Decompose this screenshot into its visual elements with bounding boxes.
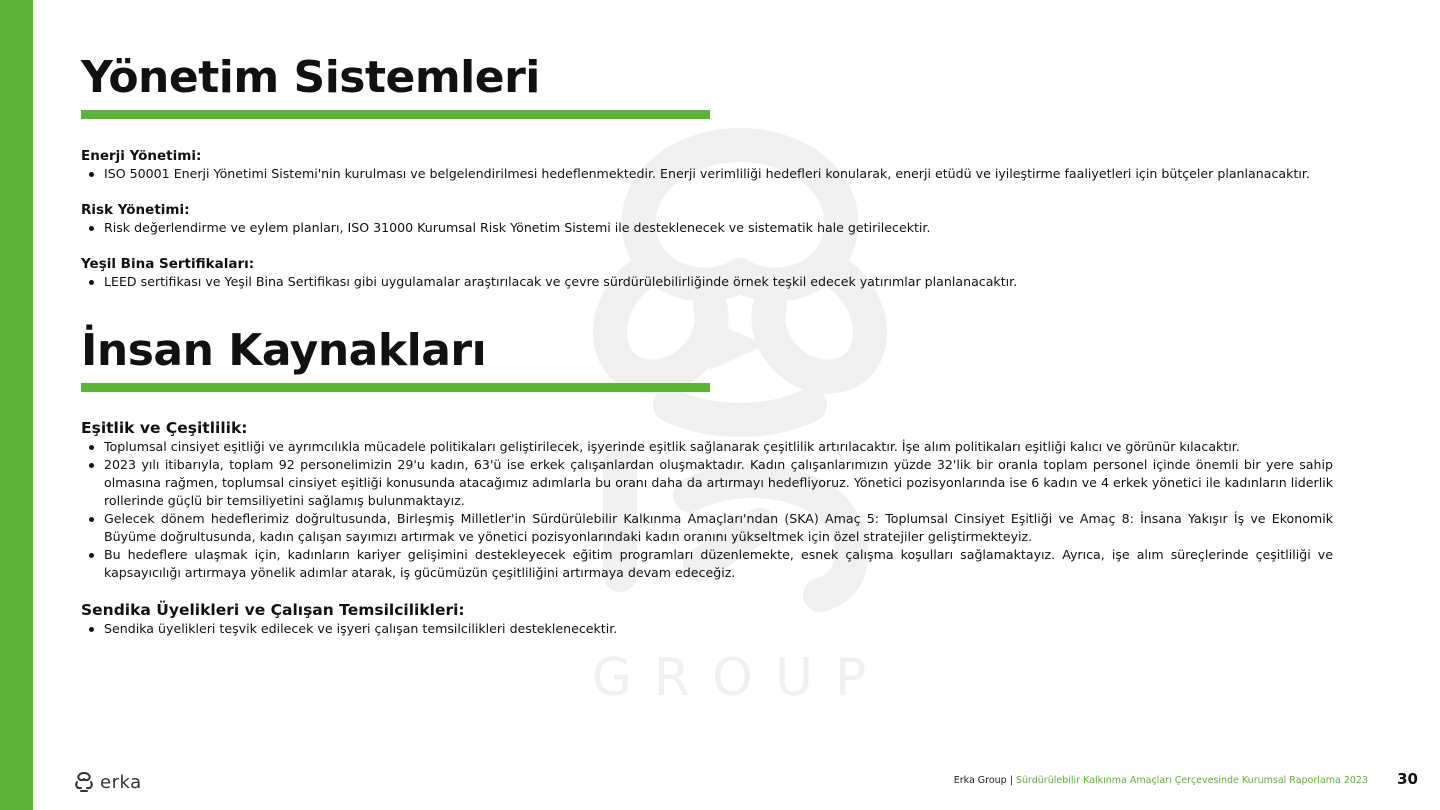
section-title-underline: [81, 383, 710, 392]
block-title: Sendika Üyelikleri ve Çalışan Temsilcilikleri:: [81, 601, 465, 619]
block-title: Enerji Yönetimi:: [81, 148, 202, 164]
footer-report-title: Sürdürülebilir Kalkınma Amaçları Çerçevesinde Kurumsal Raporlama 2023: [1015, 775, 1368, 786]
bullet-list: [81, 273, 1333, 291]
block-title: Risk Yönetimi:: [81, 202, 190, 218]
footer-company: Erka Group |: [953, 775, 1013, 786]
list-item: 2023 yılı itibarıyla, toplam 92 personelimizin 29'u kadın, 63'ü ise erkek çalışanlardan oluşmaktadır. Kadın çalışanlarımızın yüzde 32'lik bir oranla toplam personel içinde önemli bir yere sahip olmasına rağmen, toplumsal cinsiyet eşitliği konusunda atacağımız adımlarla bu oranı daha da artırmayı hedefliyoruz. Yönetici pozisyonlarında ise 6 kadın ve 4 erkek yönetici ile kadınların liderlik rollerinde güçlü bir temsiliyetini sağlamış bulunmaktayız.: [104, 457, 1333, 508]
list-item: Sendika üyelikleri teşvik edilecek ve işyeri çalışan temsilcilikleri desteklenecektir.: [104, 620, 1333, 638]
block-sendika: [81, 600, 1333, 638]
block-title: Eşitlik ve Çeşitlilik:: [81, 419, 248, 437]
block-esitlik-cesitlilik: [81, 418, 1333, 582]
block-title: Yeşil Bina Sertifikaları:: [81, 256, 255, 272]
left-accent-bar: [0, 0, 33, 810]
block-yesil-bina: [81, 255, 1333, 291]
list-item: Toplumsal cinsiyet eşitliği ve ayrımcılıkla mücadele politikaları geliştirilecek, işyerinde eşitlik sağlanarak çeşitlilik artırılacaktır. İşe alım politikaları eşitliği kalıcı ve görünür kılacaktır.: [104, 438, 1333, 456]
page-content: [81, 50, 1333, 638]
footer-logo: [72, 770, 142, 794]
bullet-list: [81, 219, 1333, 237]
erka-logo-icon: [72, 770, 96, 794]
list-item: ISO 50001 Enerji Yönetimi Sistemi'nin kurulması ve belgelendirilmesi hedeflenmektedir. Enerji verimliliği hedefleri konularak, enerji etüdü ve iyileştirme faaliyetleri için bütçeler planlanacaktır.: [104, 165, 1333, 183]
section-title-yonetim-sistemleri: Yönetim Sistemleri: [81, 52, 540, 103]
section-title-insan-kaynaklari: İnsan Kaynakları: [81, 325, 487, 376]
footer-caption: [954, 775, 1368, 786]
list-item: Bu hedeflere ulaşmak için, kadınların kariyer gelişimini destekleyecek eğitim programları düzenlemekte, esnek çalışma koşulları sağlamaktayız. Ayrıca, işe alım süreçlerinde çeşitliliği ve kapsayıcılığı artırmaya yönelik adımlar atarak, iş gücümüzün çeşitliliğini artırmaya devam edeceğiz.: [104, 547, 1333, 580]
block-risk-yonetimi: [81, 201, 1333, 237]
list-item: Gelecek dönem hedeflerimiz doğrultusunda, Birleşmiş Milletler'in Sürdürülebilir Kalkınma Amaçları'ndan (SKA) Amaç 5: Toplumsal Cinsiyet Eşitliği ve Amaç 8: İnsana Yakışır İş ve Ekonomik Büyüme doğrultusunda, kadın çalışan sayımızı artırmak ve yönetici pozisyonlarındaki kadın oranını yükseltmek için özel stratejiler geliştirmekteyiz.: [104, 511, 1333, 544]
watermark-text: GROUP: [591, 648, 889, 705]
list-item: Risk değerlendirme ve eylem planları, ISO 31000 Kurumsal Risk Yönetim Sistemi ile desteklenecek ve sistematik hale getirilecektir.: [104, 219, 1333, 237]
page-number: 30: [1397, 770, 1418, 788]
list-item: LEED sertifikası ve Yeşil Bina Sertifikası gibi uygulamalar araştırılacak ve çevre sürdürülebilirliğinde örnek teşkil edecek yatırımlar planlanacaktır.: [104, 273, 1333, 291]
bullet-list: [81, 165, 1333, 183]
footer-logo-text: erka: [100, 771, 142, 793]
section-title-underline: [81, 110, 710, 119]
bullet-list: [81, 438, 1333, 582]
block-enerji-yonetimi: [81, 147, 1333, 183]
bullet-list: [81, 620, 1333, 638]
